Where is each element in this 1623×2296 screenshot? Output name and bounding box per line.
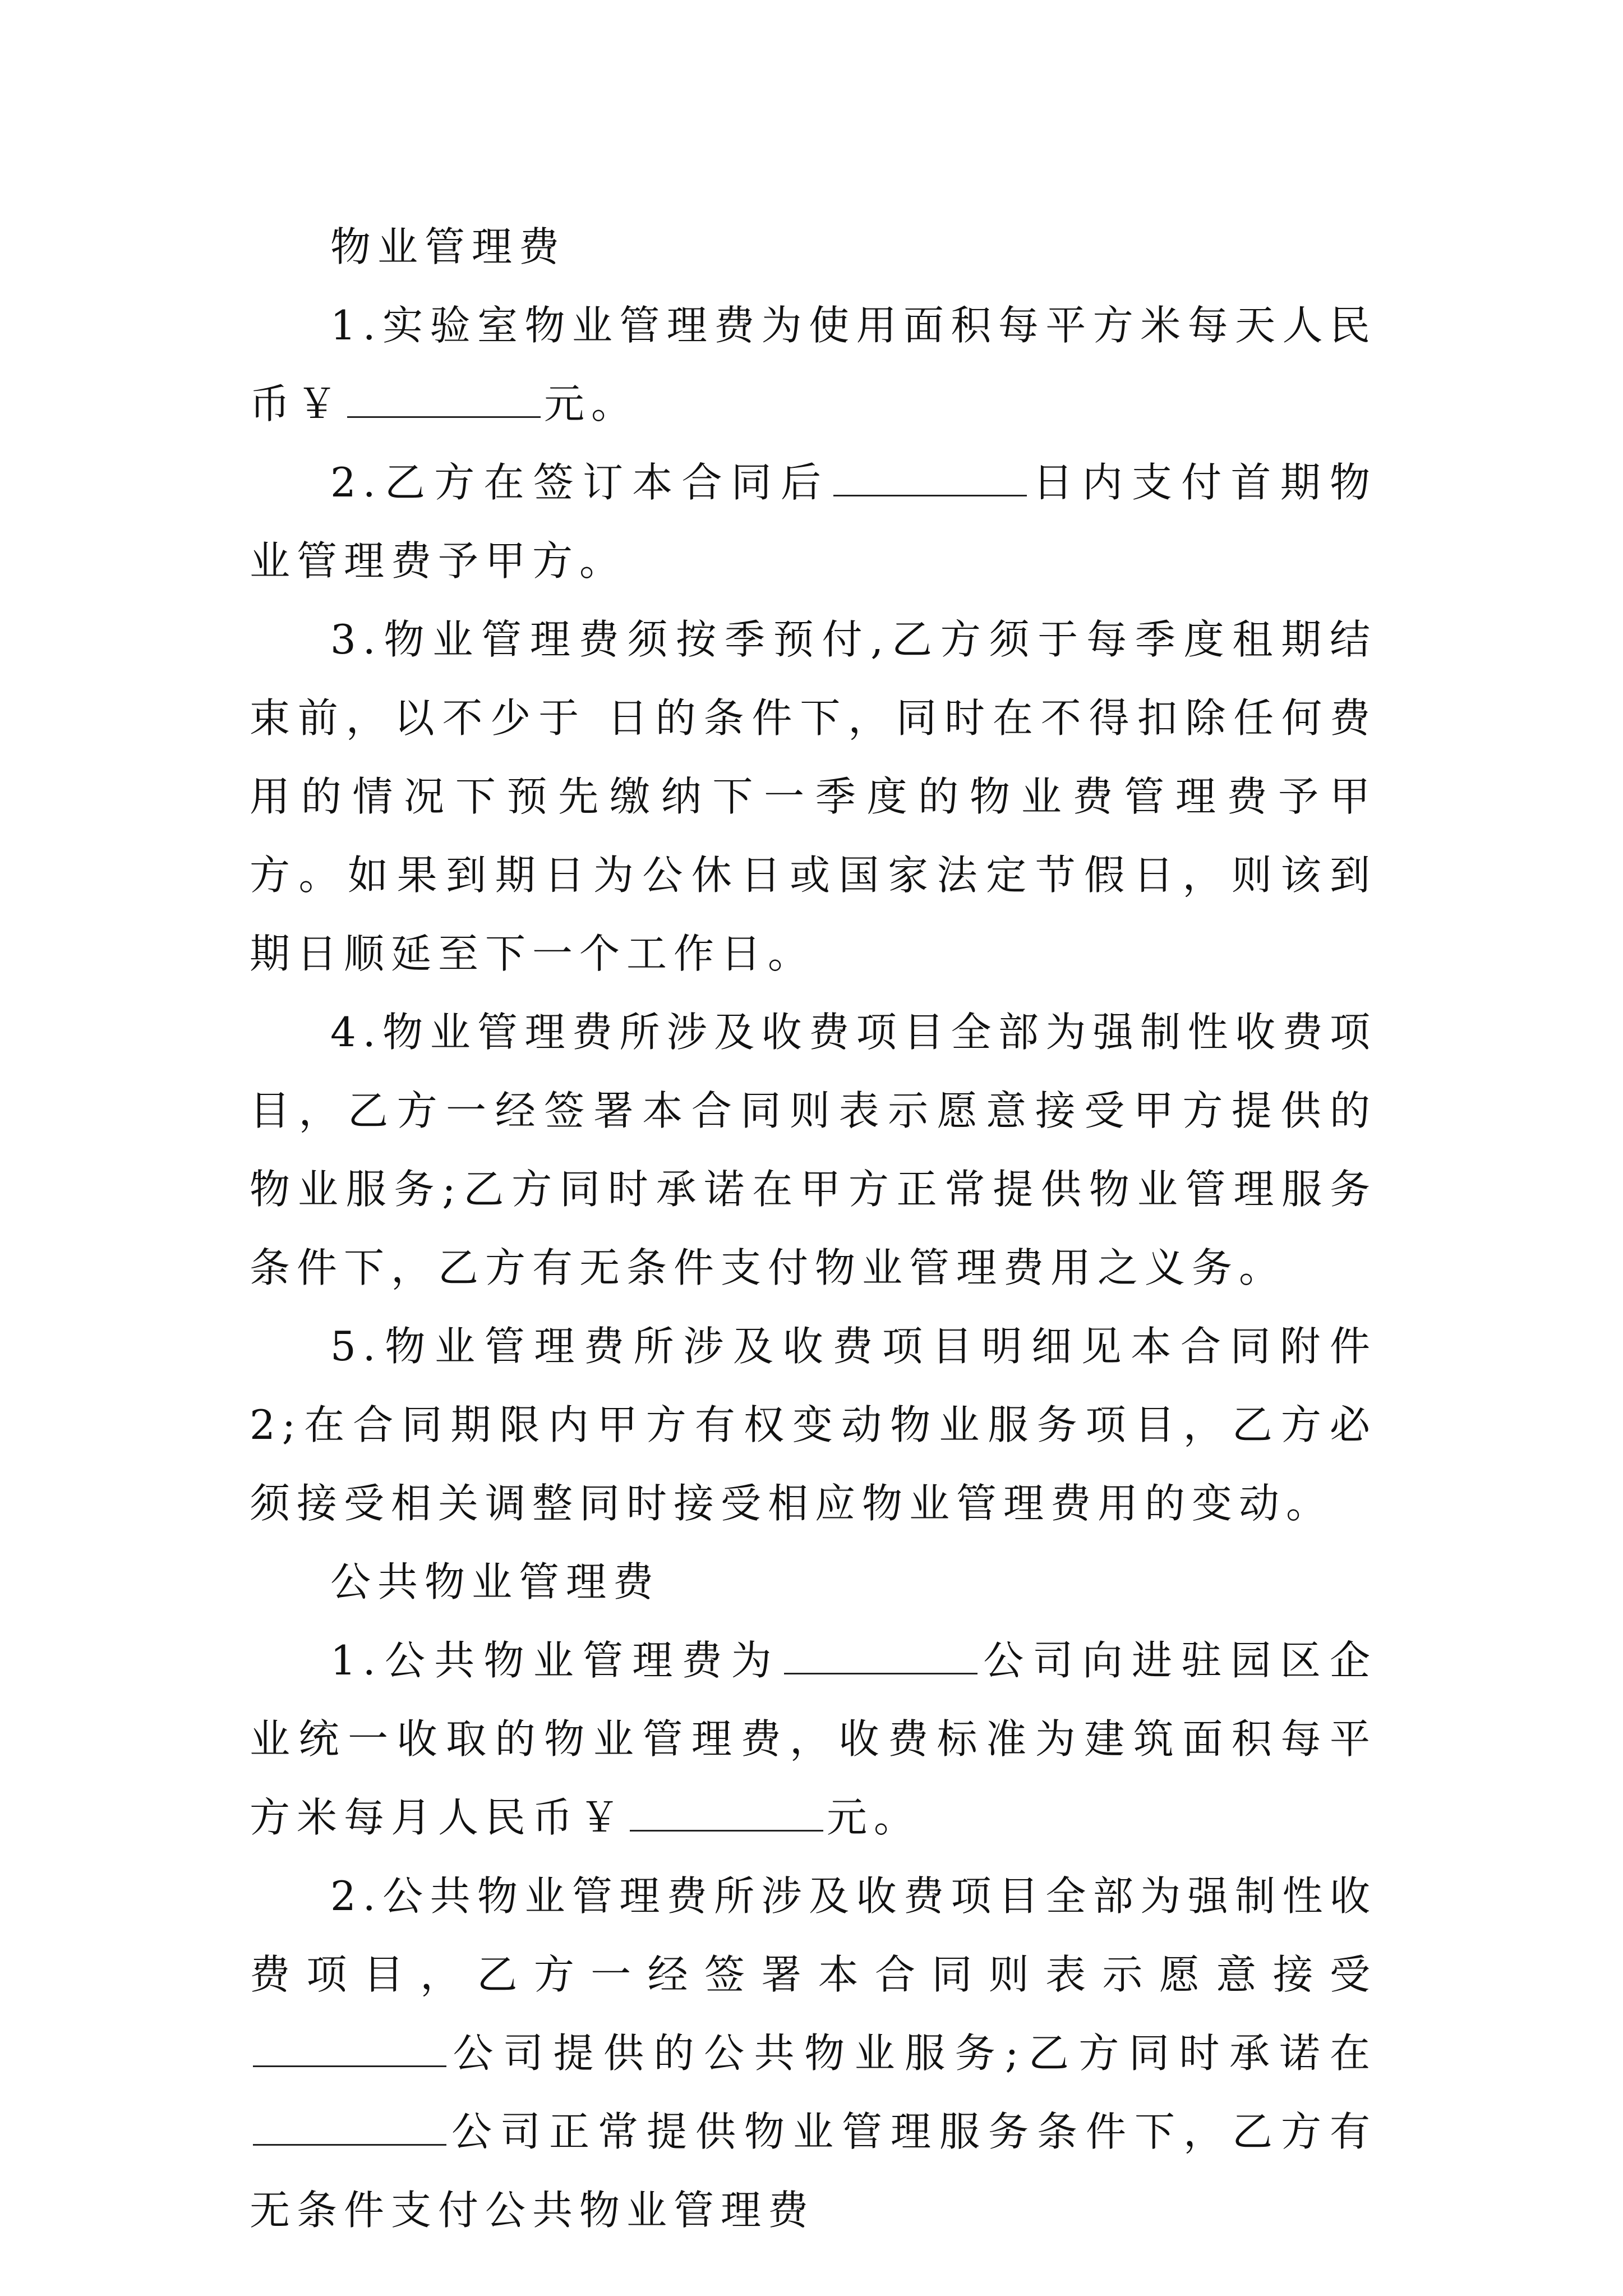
clause-3-quarterly-prepay: 3.物业管理费须按季预付,乙方须于每季度租期结束前，以不少于 日的条件下，同时在不得扣除任何费用的情况下预先缴纳下一季度的物业费管理费予甲方。如果到期日为公休日或国家法定节假日，则该到期日顺延至下一个工作日。 xyxy=(250,616,1377,977)
blank-field[interactable] xyxy=(630,1796,823,1832)
section-heading-public-fee: 公共物业管理费 xyxy=(330,1558,661,1605)
clause-text: 公司向进驻园区企业统一收取的物业管理费，收费标准为建筑面积每平方米每月人民币￥ xyxy=(250,1637,1377,1841)
blank-field[interactable] xyxy=(253,2032,446,2067)
section-heading-property-fee: 物业管理费 xyxy=(330,223,566,270)
blank-field[interactable] xyxy=(253,2110,446,2146)
blank-field[interactable] xyxy=(784,1639,978,1674)
document-body xyxy=(250,208,1377,2249)
clause-text: 1.实验室物业管理费为使用面积每平方米每天人民币￥ xyxy=(250,302,1377,427)
clause-text: 2.乙方在签订本合同后 xyxy=(330,459,831,506)
clause-5-fee-details: 5.物业管理费所涉及收费项目明细见本合同附件2;在合同期限内甲方有权变动物业服务项目，乙方必须接受相关调整同时接受相应物业管理费用的变动。 xyxy=(250,1323,1377,1527)
public-clause-2-mandatory xyxy=(250,1857,1377,2249)
clause-4-mandatory-fees: 4.物业管理费所涉及收费项目全部为强制性收费项目，乙方一经签署本合同则表示愿意接受甲方提供的物业服务;乙方同时承诺在甲方正常提供物业管理服务条件下，乙方有无条件支付物业管理费用之义务。 xyxy=(250,1009,1377,1291)
blank-field[interactable] xyxy=(347,383,541,418)
blank-field[interactable] xyxy=(833,461,1027,496)
clause-text: 2.公共物业管理费所涉及收费项目全部为强制性收费项目，乙方一经签署本合同则表示愿意接受 xyxy=(250,1872,1377,1998)
clause-text: 公司正常提供物业管理服务条件下，乙方有无条件支付公共物业管理费 xyxy=(250,2108,1377,2234)
public-clause-1-rate xyxy=(250,1621,1377,1857)
clause-1-daily-rate xyxy=(250,286,1377,443)
clause-text: 日内支付首期物业管理费予甲方。 xyxy=(250,459,1377,585)
clause-2-first-payment xyxy=(250,443,1377,600)
clause-text: 元。 xyxy=(827,1794,921,1841)
clause-text: 公司提供的公共物业服务;乙方同时承诺在 xyxy=(450,2030,1377,2077)
clause-text: 1.公共物业管理费为 xyxy=(330,1637,781,1684)
clause-text: 元。 xyxy=(544,380,639,427)
